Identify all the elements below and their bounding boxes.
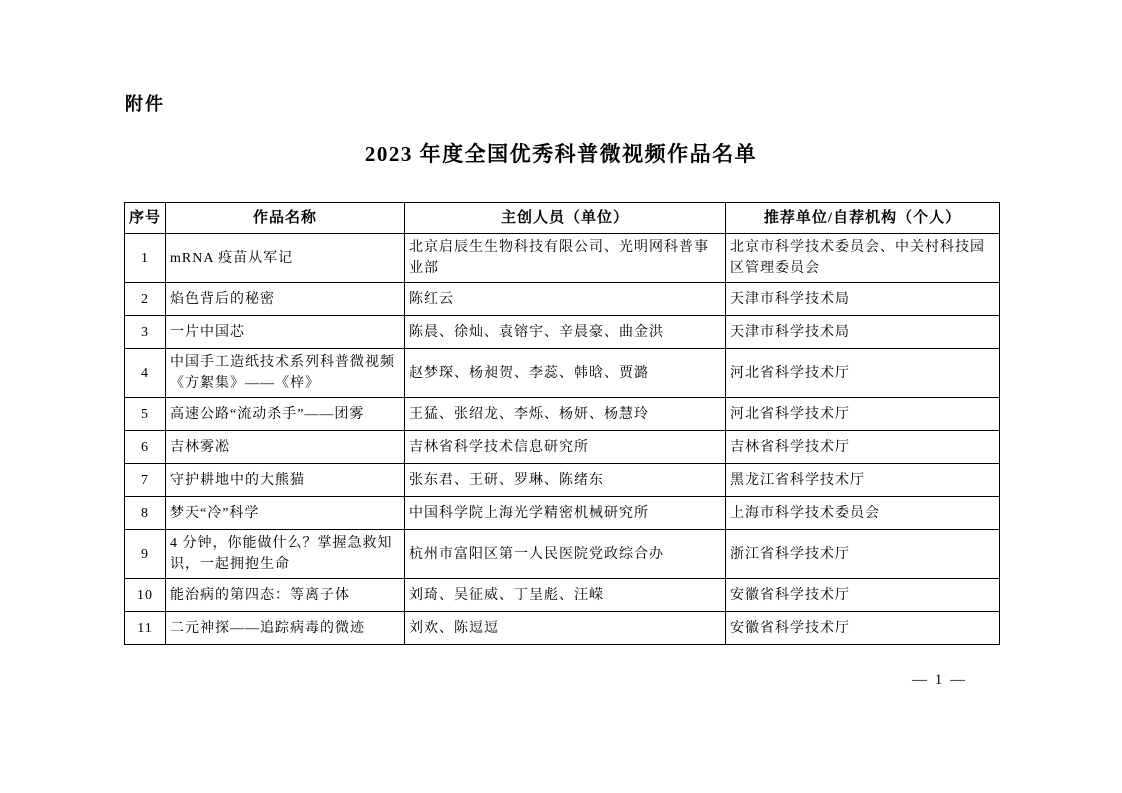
work-title-cell: 一片中国芯 (166, 316, 405, 349)
attachment-label: 附件 (125, 94, 165, 114)
row-index-cell: 4 (125, 349, 166, 398)
table-body (125, 234, 1000, 645)
creators-cell: 刘欢、陈逗逗 (405, 612, 726, 645)
row-index-cell: 9 (125, 530, 166, 579)
creators-cell: 赵梦琛、杨昶贺、李蕊、韩晗、贾潞 (405, 349, 726, 398)
table-row (125, 530, 1000, 579)
row-index-cell: 5 (125, 398, 166, 431)
creators-cell: 陈红云 (405, 283, 726, 316)
column-header-recommender: 推荐单位/自荐机构（个人） (726, 203, 1000, 234)
column-header-title: 作品名称 (166, 203, 405, 234)
creators-cell: 刘琦、吴征威、丁呈彪、汪嵘 (405, 579, 726, 612)
recommender-cell: 浙江省科学技术厅 (726, 530, 1000, 579)
work-title-cell: 守护耕地中的大熊猫 (166, 464, 405, 497)
recommender-cell: 吉林省科学技术厅 (726, 431, 1000, 464)
table-row (125, 316, 1000, 349)
work-title-cell: 梦天“冷”科学 (166, 497, 405, 530)
work-title-cell: 焰色背后的秘密 (166, 283, 405, 316)
row-index-cell: 1 (125, 234, 166, 283)
page-number: — 1 — (912, 672, 967, 688)
work-title-cell: 能治病的第四态：等离子体 (166, 579, 405, 612)
creators-cell: 中国科学院上海光学精密机械研究所 (405, 497, 726, 530)
recommender-cell: 天津市科学技术局 (726, 316, 1000, 349)
creators-cell: 杭州市富阳区第一人民医院党政综合办 (405, 530, 726, 579)
row-index-cell: 3 (125, 316, 166, 349)
work-title-cell: 中国手工造纸技术系列科普微视频《方絮集》——《梓》 (166, 349, 405, 398)
work-title-cell: 吉林雾凇 (166, 431, 405, 464)
recommender-cell: 河北省科学技术厅 (726, 349, 1000, 398)
table-row (125, 612, 1000, 645)
recommender-cell: 上海市科学技术委员会 (726, 497, 1000, 530)
work-title-cell: 4 分钟，你能做什么？掌握急救知识，一起拥抱生命 (166, 530, 405, 579)
creators-cell: 陈晨、徐灿、袁镕宇、辛晨豪、曲金洪 (405, 316, 726, 349)
recommender-cell: 河北省科学技术厅 (726, 398, 1000, 431)
table-row (125, 431, 1000, 464)
row-index-cell: 11 (125, 612, 166, 645)
work-title-cell: 二元神探——追踪病毒的微迹 (166, 612, 405, 645)
table-row (125, 349, 1000, 398)
table-row (125, 464, 1000, 497)
work-title-cell: mRNA 疫苗从军记 (166, 234, 405, 283)
table-header-row (125, 203, 1000, 234)
table-row (125, 283, 1000, 316)
creators-cell: 张东君、王研、罗琳、陈绪东 (405, 464, 726, 497)
works-table (124, 202, 1000, 645)
table-row (125, 579, 1000, 612)
creators-cell: 王猛、张绍龙、李烁、杨妍、杨慧玲 (405, 398, 726, 431)
column-header-index: 序号 (125, 203, 166, 234)
recommender-cell: 安徽省科学技术厅 (726, 579, 1000, 612)
row-index-cell: 6 (125, 431, 166, 464)
recommender-cell: 黑龙江省科学技术厅 (726, 464, 1000, 497)
recommender-cell: 安徽省科学技术厅 (726, 612, 1000, 645)
row-index-cell: 10 (125, 579, 166, 612)
row-index-cell: 2 (125, 283, 166, 316)
row-index-cell: 8 (125, 497, 166, 530)
page-title: 2023 年度全国优秀科普微视频作品名单 (364, 142, 758, 166)
recommender-cell: 天津市科学技术局 (726, 283, 1000, 316)
table-row (125, 398, 1000, 431)
row-index-cell: 7 (125, 464, 166, 497)
work-title-cell: 高速公路“流动杀手”——团雾 (166, 398, 405, 431)
creators-cell: 北京启辰生生物科技有限公司、光明网科普事业部 (405, 234, 726, 283)
column-header-creators: 主创人员（单位） (405, 203, 726, 234)
table-row (125, 234, 1000, 283)
creators-cell: 吉林省科学技术信息研究所 (405, 431, 726, 464)
table-row (125, 497, 1000, 530)
recommender-cell: 北京市科学技术委员会、中关村科技园区管理委员会 (726, 234, 1000, 283)
